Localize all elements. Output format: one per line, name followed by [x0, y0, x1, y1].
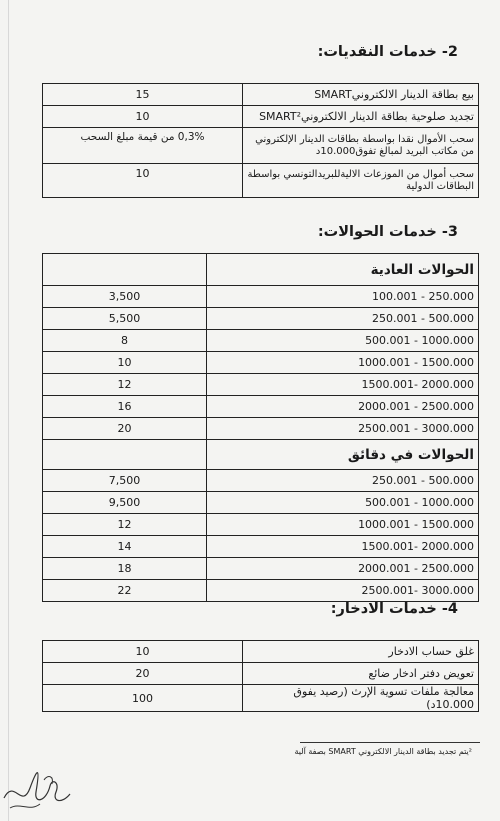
range-cell: 250.001 - 500.000 — [207, 470, 479, 492]
table-row — [43, 418, 479, 440]
service-cell: تجديد صلوحية بطاقة الدينار الالكترونيSMART² — [243, 106, 479, 128]
fee-cell: 22 — [43, 580, 207, 602]
table-row — [43, 374, 479, 396]
fee-cell: 12 — [43, 374, 207, 396]
table-row — [43, 164, 479, 198]
footnote-rule — [300, 742, 480, 743]
range-cell: 500.001 - 1000.000 — [207, 330, 479, 352]
table-row — [43, 128, 479, 164]
service-cell: بيع بطاقة الدينار الالكترونيSMART — [243, 84, 479, 106]
group-header-row — [43, 254, 479, 286]
table-row — [43, 308, 479, 330]
table-row — [43, 641, 479, 663]
range-cell: 2500.001- 3000.000 — [207, 580, 479, 602]
signature-mark — [0, 758, 80, 818]
group-header-row — [43, 440, 479, 470]
service-cell: سحب أموال من الموزعات الاليةللبريدالتونسي بواسطة البطاقات الدولية — [243, 164, 479, 198]
fee-cell: 18 — [43, 558, 207, 580]
section-2-title: 2- خدمات النقديات: — [317, 44, 458, 60]
blank-cell — [43, 254, 207, 286]
table-row — [43, 536, 479, 558]
fee-cell: 20 — [43, 418, 207, 440]
fee-cell: 9,500 — [43, 492, 207, 514]
fee-cell: 10 — [43, 164, 243, 198]
service-cell: تعويض دفتر ادخار ضائع — [243, 663, 479, 685]
group-header-minutes: الحوالات في دقائق — [207, 440, 479, 470]
range-cell: 2000.001 - 2500.000 — [207, 558, 479, 580]
fee-cell: 7,500 — [43, 470, 207, 492]
table-row — [43, 685, 479, 712]
range-cell: 2500.001 - 3000.000 — [207, 418, 479, 440]
table-row — [43, 470, 479, 492]
table-row — [43, 663, 479, 685]
range-cell: 2000.001 - 2500.000 — [207, 396, 479, 418]
fee-cell: 10 — [43, 352, 207, 374]
section-3-title: 3- خدمات الحوالات: — [317, 224, 458, 240]
fee-cell: 100 — [43, 685, 243, 712]
table-row — [43, 106, 479, 128]
table-row — [43, 396, 479, 418]
table-row — [43, 352, 479, 374]
range-cell: 1000.001 - 1500.000 — [207, 352, 479, 374]
blank-cell — [43, 440, 207, 470]
section-4-title: 4- خدمات الادخار: — [330, 601, 458, 617]
range-cell: 1500.001- 2000.000 — [207, 374, 479, 396]
fee-cell: 3,500 — [43, 286, 207, 308]
fee-cell: 14 — [43, 536, 207, 558]
group-header-regular: الحوالات العادية — [207, 254, 479, 286]
table-row — [43, 330, 479, 352]
fee-cell: 10 — [43, 106, 243, 128]
fee-cell: 8 — [43, 330, 207, 352]
savings-services-table — [42, 640, 479, 712]
table-row — [43, 492, 479, 514]
page-edge — [8, 0, 9, 821]
service-cell: غلق حساب الادخار — [243, 641, 479, 663]
fee-cell: 0,3% من قيمة مبلغ السحب — [43, 128, 243, 164]
range-cell: 250.001 - 500.000 — [207, 308, 479, 330]
table-row — [43, 84, 479, 106]
fee-cell: 12 — [43, 514, 207, 536]
service-cell: معالجة ملفات تسوية الإرث (رصيد يفوق 10.000د) — [243, 685, 479, 712]
fee-cell: 15 — [43, 84, 243, 106]
range-cell: 500.001 - 1000.000 — [207, 492, 479, 514]
table-row — [43, 514, 479, 536]
transfer-services-table — [42, 253, 479, 602]
range-cell: 1000.001 - 1500.000 — [207, 514, 479, 536]
service-cell: سحب الأموال نقدا بواسطة بطاقات الدينار الإلكتروني من مكاتب البريد لمبالغ تفوق10.000د — [243, 128, 479, 164]
fee-cell: 16 — [43, 396, 207, 418]
table-row — [43, 580, 479, 602]
fee-cell: 20 — [43, 663, 243, 685]
fee-cell: 10 — [43, 641, 243, 663]
fee-cell: 5,500 — [43, 308, 207, 330]
table-row — [43, 286, 479, 308]
footnote: ²يتم تجديد بطاقة الدينار الالكتروني SMART بصفة آلية — [294, 747, 472, 756]
range-cell: 1500.001- 2000.000 — [207, 536, 479, 558]
cash-services-table — [42, 83, 479, 198]
table-row — [43, 558, 479, 580]
range-cell: 100.001 - 250.000 — [207, 286, 479, 308]
